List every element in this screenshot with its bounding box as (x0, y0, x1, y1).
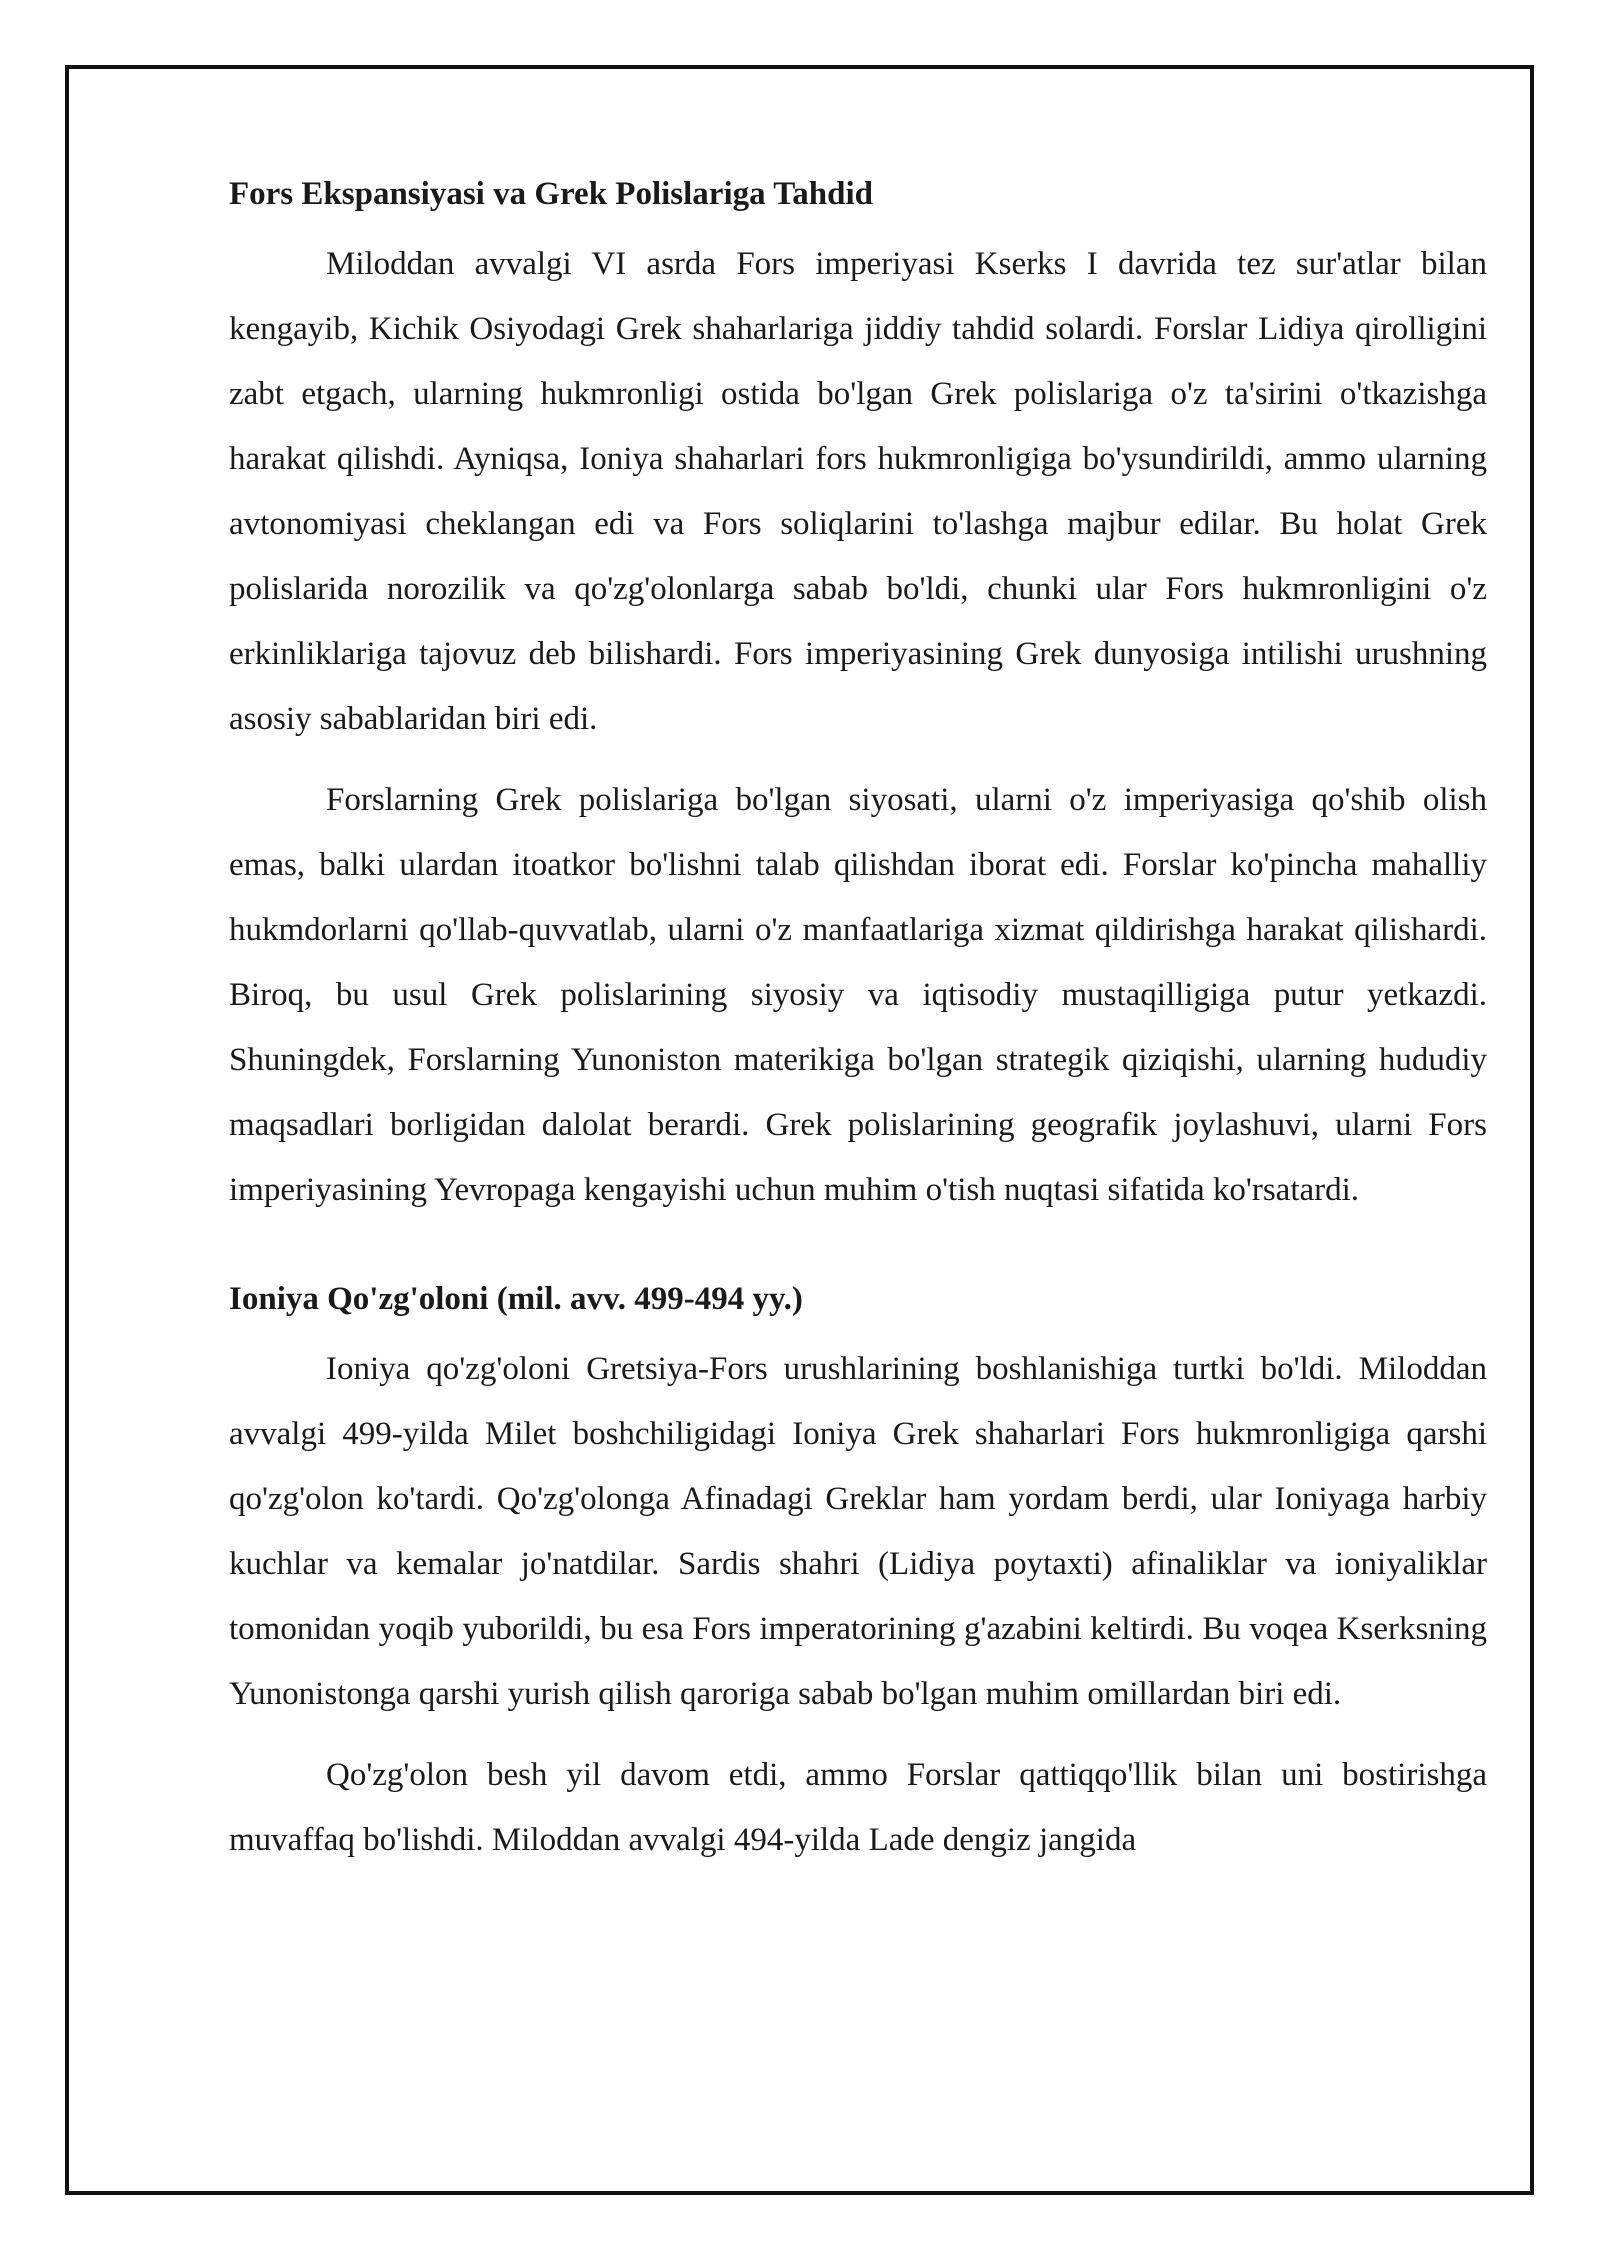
paragraph: Miloddan avvalgi VI asrda Fors imperiyasi Kserks I davrida tez sur'atlar bilan kengayib, Kichik Osiyodagi Grek shaharlariga jiddiy tahdid solardi. Forslar Lidiya qirolligini zabt etgach, ularning hukmronligi ostida bo'lgan Grek polislariga o'z ta'sirini o'tkazishga harakat qilishdi. Ayniqsa, Ioniya shaharlari fors hukmronligiga bo'ysundirildi, ammo ularning avtonomiyasi cheklangan edi va Fors soliqlarini to'lashga majbur edilar. Bu holat Grek polislarida norozilik va qo'zg'olonlarga sabab bo'ldi, chunki ular Fors hukmronligini o'z erkinliklariga tajovuz deb bilishardi. Fors imperiyasining Grek dunyosiga intilishi urushning asosiy sabablaridan biri edi. (229, 246, 1487, 737)
paragraph: Forslarning Grek polislariga bo'lgan siyosati, ularni o'z imperiyasiga qo'shib olish emas, balki ulardan itoatkor bo'lishni talab qilishdan iborat edi. Forslar ko'pincha mahalliy hukmdorlarni qo'llab-quvvatlab, ularni o'z manfaatlariga xizmat qildirishga harakat qilishardi. Biroq, bu usul Grek polislarining siyosiy va iqtisodiy mustaqilligiga putur yetkazdi. Shuningdek, Forslarning Yunoniston materikiga bo'lgan strategik qiziqishi, ularning hududiy maqsadlari borligidan dalolat berardi. Grek polislarining geografik joylashuvi, ularni Fors imperiyasining Yevropaga kengayishi uchun muhim o'tish nuqtasi sifatida ko'rsatardi. (229, 782, 1487, 1208)
paragraph: Qo'zg'olon besh yil davom etdi, ammo Forslar qattiqqo'llik bilan uni bostirishga muvaffaq bo'lishdi. Miloddan avvalgi 494-yilda Lade dengiz jangida (229, 1757, 1487, 1858)
section-heading-fors-ekspansiyasi: Fors Ekspansiyasi va Grek Polislariga Tahdid (229, 176, 873, 212)
section-heading-ioniya-qozgoloni: Ioniya Qo'zg'oloni (mil. avv. 499-494 yy.) (229, 1281, 803, 1317)
paragraph: Ioniya qo'zg'oloni Gretsiya-Fors urushlarining boshlanishiga turtki bo'ldi. Miloddan avvalgi 499-yilda Milet boshchiligidagi Ioniya Grek shaharlari Fors hukmronligiga qarshi qo'zg'olon ko'tardi. Qo'zg'olonga Afinadagi Greklar ham yordam berdi, ular Ioniyaga harbiy kuchlar va kemalar jo'natdilar. Sardis shahri (Lidiya poytaxti) afinaliklar va ioniyaliklar tomonidan yoqib yuborildi, bu esa Fors imperatorining g'azabini keltirdi. Bu voqea Kserksning Yunonistonga qarshi yurish qilish qaroriga sabab bo'lgan muhim omillardan biri edi. (229, 1351, 1487, 1712)
document-body (229, 170, 1487, 1889)
